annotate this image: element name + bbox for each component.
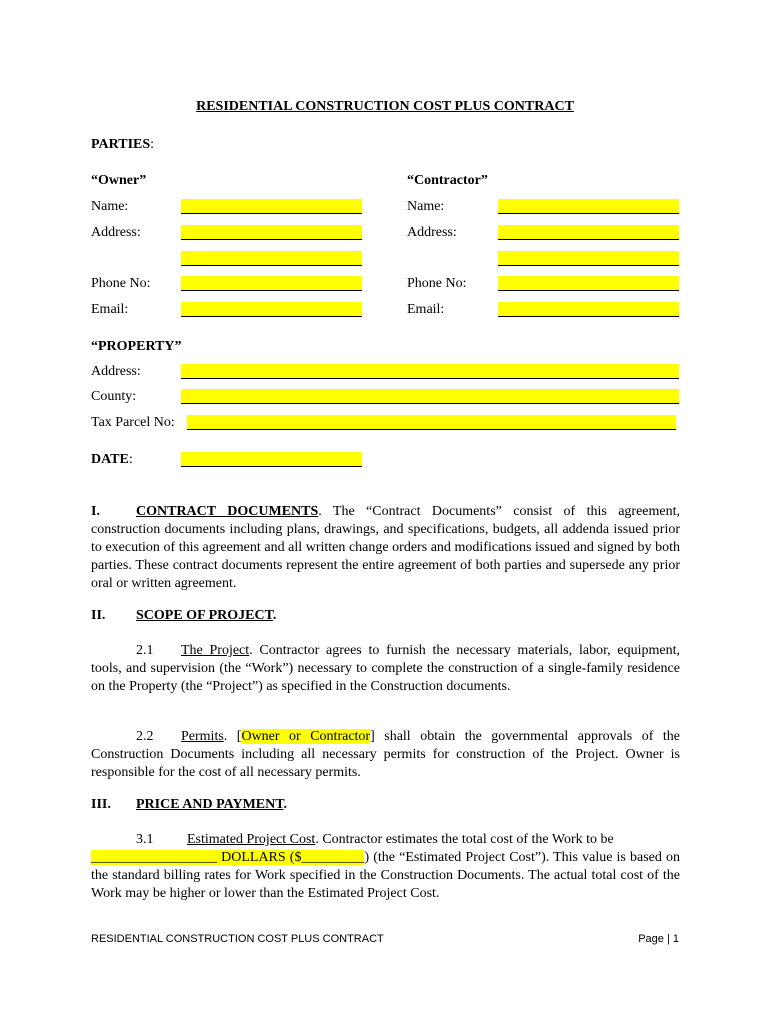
date-label: DATE [91, 452, 129, 467]
section-3-1-text-2: ) (the “Estimated Project Cost”). This value is based on the standard billing rates for Work specified in the Construction Documents. The actual total cost of the Work may be higher or lower than the Estimated Project Cost. [91, 850, 680, 901]
owner-phone-label: Phone No: [91, 276, 151, 291]
owner-address-field-1[interactable] [181, 225, 362, 240]
section-3-1-heading: Estimated Project Cost [187, 832, 316, 847]
section-1-number: I. [91, 504, 100, 519]
owner-heading: “Owner” [91, 173, 147, 188]
date-heading [91, 452, 133, 468]
estimated-cost-amount-field[interactable]: _________ [301, 850, 365, 865]
document-title: RESIDENTIAL CONSTRUCTION COST PLUS CONTRACT [196, 99, 574, 114]
tax-parcel-label: Tax Parcel No: [91, 415, 175, 430]
owner-or-contractor-highlight[interactable]: Owner or Contractor [241, 729, 371, 744]
property-heading: “PROPERTY” [91, 339, 182, 354]
contractor-phone-field[interactable] [498, 276, 679, 291]
section-2-number: II. [91, 608, 106, 623]
owner-name-label: Name: [91, 199, 129, 214]
section-3-heading: PRICE AND PAYMENT [136, 797, 284, 812]
owner-address-label: Address: [91, 225, 141, 240]
parties-label: PARTIES [91, 137, 151, 152]
property-county-label: County: [91, 389, 137, 404]
page-number: Page | 1 [638, 933, 679, 945]
date-colon: : [128, 452, 133, 467]
section-2-2-heading: Permits [181, 729, 224, 744]
footer-title: RESIDENTIAL CONSTRUCTION COST PLUS CONTRACT [91, 933, 384, 945]
section-1-paragraph [91, 503, 680, 593]
section-2-2-text: ] shall obtain the governmental approvals of the Construction Documents including all necessary permits for construction of the Project. Owner is responsible for the cost of all necessary permits. [91, 729, 680, 780]
tax-parcel-field[interactable] [187, 415, 676, 430]
section-2-heading-row [91, 608, 276, 624]
owner-phone-field[interactable] [181, 276, 362, 291]
dollars-label: DOLLARS ($ [217, 850, 302, 865]
owner-email-label: Email: [91, 302, 129, 317]
parties-colon: : [150, 137, 155, 152]
section-2-1-text: . Contractor agrees to furnish the necessary materials, labor, equipment, tools, and supervision (the “Work”) necessary to complete the construction of a single-family residence on the Property (the “Project”) as specified in the Construction documents. [91, 643, 680, 694]
parties-heading [91, 137, 154, 153]
property-address-label: Address: [91, 364, 141, 379]
section-2-2-pre: . [ [223, 729, 242, 744]
date-field[interactable] [181, 452, 362, 467]
estimated-cost-words-field[interactable]: __________________ [91, 850, 217, 865]
section-3-1-number: 3.1 [136, 832, 154, 847]
section-3-heading-row [91, 797, 287, 813]
contractor-address-field-1[interactable] [498, 225, 679, 240]
section-2-1-number: 2.1 [136, 643, 154, 658]
owner-email-field[interactable] [181, 302, 362, 317]
section-2-1-heading: The Project [181, 643, 250, 658]
contractor-email-field[interactable] [498, 302, 679, 317]
section-1-text: . The “Contract Documents” consist of this agreement, construction documents including plans, drawings, and specifications, budgets, all addenda issued prior to execution of this agreement and all written change orders and modifications issued and signed by both parties. These contract documents represent the entire agreement of both parties and supersede any prior oral or written agreement. [91, 504, 680, 591]
property-county-field[interactable] [181, 389, 679, 404]
section-2-heading: SCOPE OF PROJECT [136, 608, 273, 623]
section-3-1-text-1: . Contractor estimates the total cost of the Work to be [315, 832, 614, 847]
contractor-email-label: Email: [407, 302, 445, 317]
section-2-period: . [272, 608, 277, 623]
contractor-name-label: Name: [407, 199, 445, 214]
owner-address-field-2[interactable] [181, 251, 362, 266]
section-2-1-paragraph [91, 642, 680, 696]
owner-name-field[interactable] [181, 199, 362, 214]
section-2-2-paragraph [91, 728, 680, 782]
section-2-2-number: 2.2 [136, 729, 154, 744]
contractor-heading: “Contractor” [407, 173, 488, 188]
contractor-name-field[interactable] [498, 199, 679, 214]
contractor-address-label: Address: [407, 225, 457, 240]
section-3-1-paragraph [91, 831, 680, 903]
property-address-field[interactable] [181, 364, 679, 379]
section-1-heading: CONTRACT DOCUMENTS [136, 504, 319, 519]
contractor-phone-label: Phone No: [407, 276, 467, 291]
section-3-period: . [283, 797, 288, 812]
contractor-address-field-2[interactable] [498, 251, 679, 266]
section-3-number: III. [91, 797, 111, 812]
